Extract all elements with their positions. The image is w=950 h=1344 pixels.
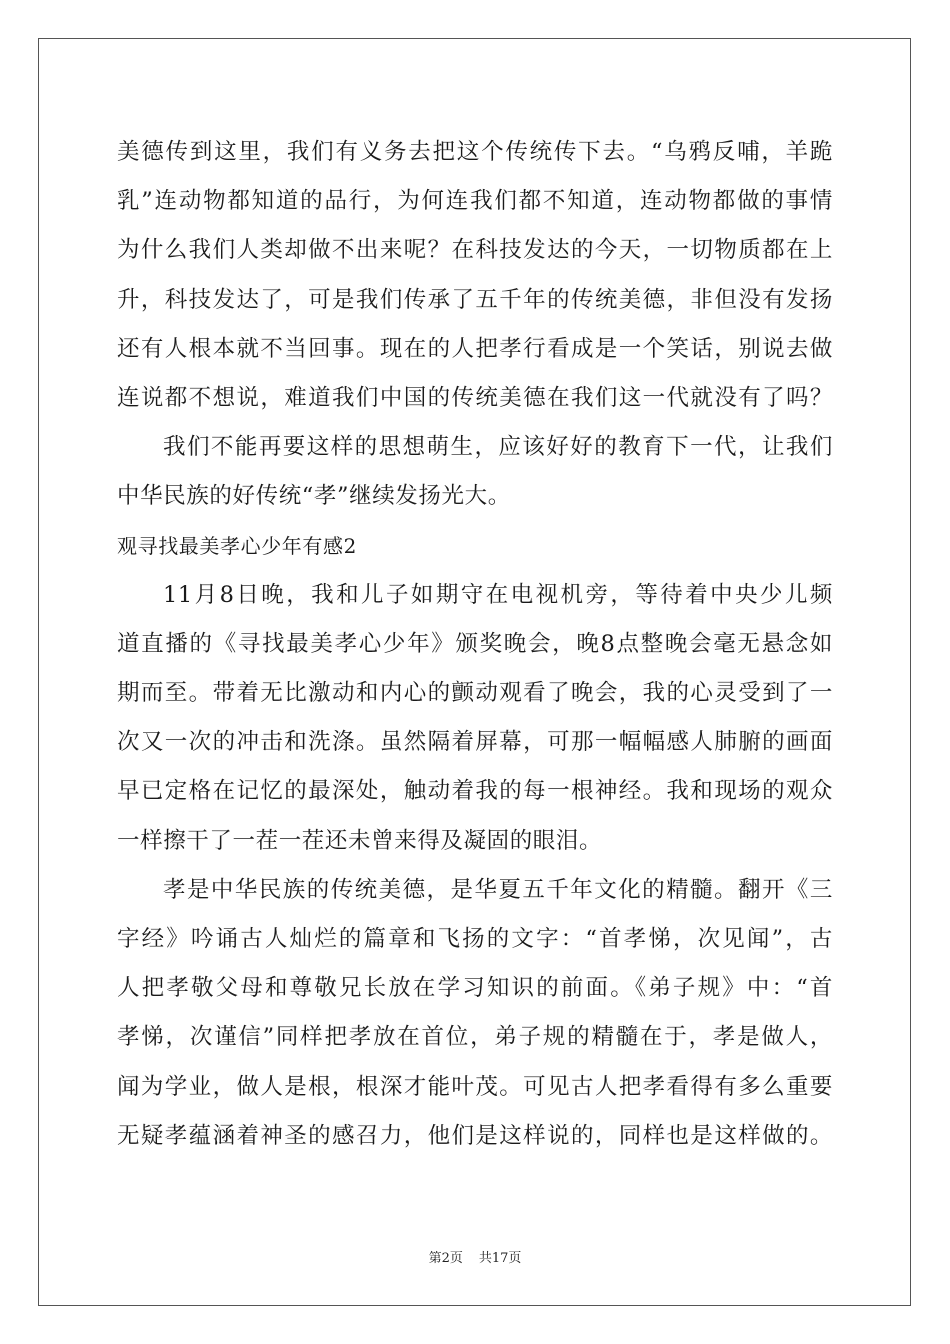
text-line: 为什么我们人类却做不出来呢？在科技发达的今天，一切物质都在上 <box>117 237 833 264</box>
text-line: 期而至。带着无比激动和内心的颤动观看了晚会，我的心灵受到了一 <box>117 680 833 707</box>
text-line: 一样擦干了一茬一茬还未曾来得及凝固的眼泪。 <box>117 827 603 854</box>
document-body <box>117 128 833 1161</box>
text-line: 乳”连动物都知道的品行，为何连我们都不知道，连动物都做的事情 <box>117 188 833 215</box>
text-line: 11月8日晚，我和儿子如期守在电视机旁，等待着中央少儿频 <box>163 581 833 608</box>
section-heading: 观寻找最美孝心少年有感2 <box>117 533 357 558</box>
text-line: 连说都不想说，难道我们中国的传统美德在我们这一代就没有了吗？ <box>117 384 833 411</box>
text-line: 字经》吟诵古人灿烂的篇章和飞扬的文字：“首孝悌，次见闻”，古 <box>117 926 833 952</box>
text-line: 孝悌，次谨信”同样把孝放在首位，弟子规的精髓在于，孝是做人， <box>117 1024 833 1051</box>
text-line: 升，科技发达了，可是我们传承了五千年的传统美德，非但没有发扬 <box>117 286 833 313</box>
page-total: 共17页 <box>478 1251 522 1266</box>
page-number: 第2页 <box>428 1251 463 1266</box>
text-line: 我们不能再要这样的思想萌生，应该好好的教育下一代，让我们 <box>163 434 833 461</box>
text-line: 道直播的《寻找最美孝心少年》颁奖晚会，晚8点整晚会毫无悬念如 <box>117 630 833 657</box>
text-line: 闻为学业，做人是根，根深才能叶茂。可见古人把孝看得有多么重要 <box>117 1073 833 1100</box>
text-line: 孝是中华民族的传统美德，是华夏五千年文化的精髓。翻开《三 <box>163 876 833 903</box>
text-line: 美德传到这里，我们有义务去把这个传统传下去。“乌鸦反哺，羊跪 <box>117 139 833 165</box>
page-footer <box>0 1247 950 1266</box>
text-line: 中华民族的好传统“孝”继续发扬光大。 <box>117 483 511 510</box>
text-line: 人把孝敬父母和尊敬兄长放在学习知识的前面。《弟子规》中：“首 <box>117 975 833 1002</box>
text-line: 次又一次的冲击和洗涤。虽然隔着屏幕，可那一幅幅感人肺腑的画面 <box>117 729 833 756</box>
text-line: 还有人根本就不当回事。现在的人把孝行看成是一个笑话，别说去做 <box>117 335 833 362</box>
text-line: 早已定格在记忆的最深处，触动着我的每一根神经。我和现场的观众 <box>117 778 833 805</box>
text-line: 无疑孝蕴涵着神圣的感召力，他们是这样说的，同样也是这样做的。 <box>117 1122 833 1149</box>
